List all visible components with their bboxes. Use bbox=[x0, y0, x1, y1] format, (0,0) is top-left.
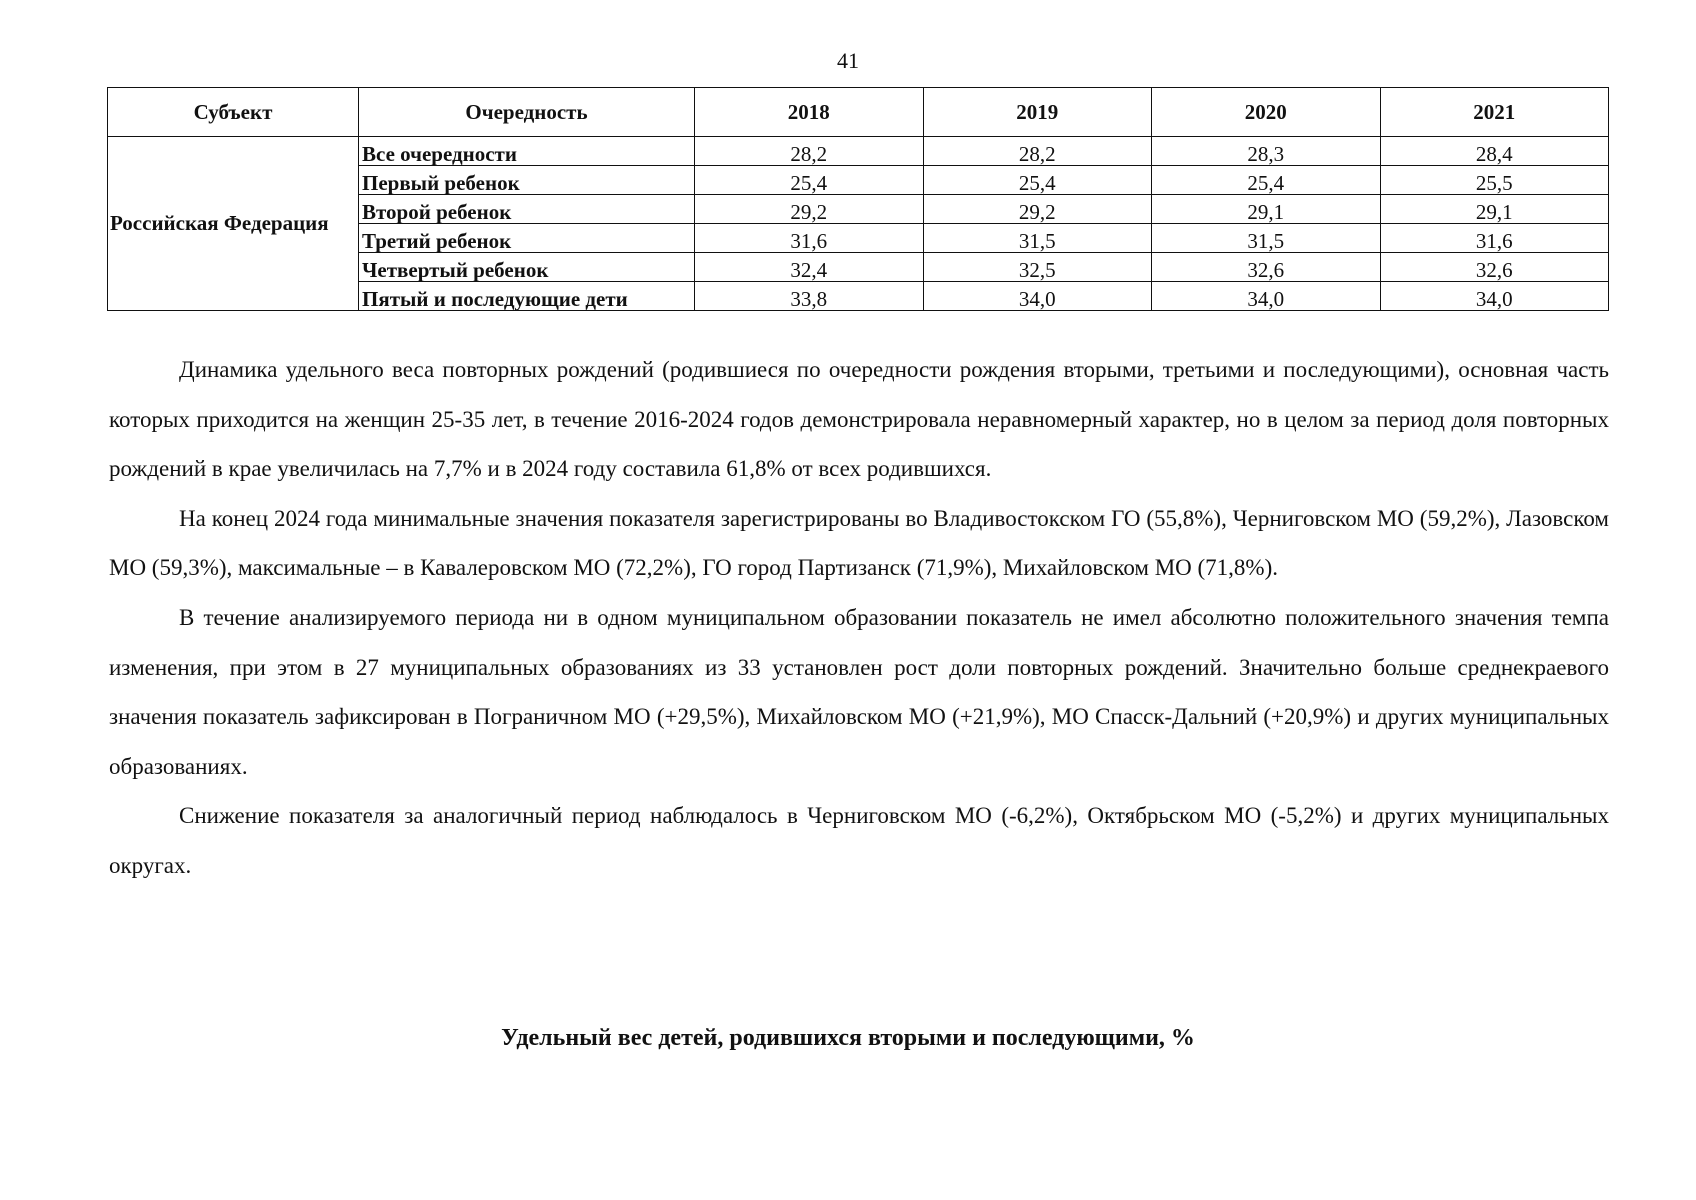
value-cell: 34,0 bbox=[1380, 282, 1609, 311]
value-cell: 29,2 bbox=[923, 195, 1152, 224]
value-cell: 25,4 bbox=[1152, 166, 1381, 195]
header-subject: Субъект bbox=[108, 88, 359, 137]
value-cell: 28,4 bbox=[1380, 137, 1609, 166]
paragraph: Снижение показателя за аналогичный период наблюдалось в Черниговском МО (-6,2%), Октябрьском МО (-5,2%) и других муниципальных округах. bbox=[109, 803, 1609, 878]
value-cell: 28,2 bbox=[695, 137, 924, 166]
value-cell: 29,1 bbox=[1152, 195, 1381, 224]
table-row bbox=[108, 137, 1609, 166]
value-cell: 29,1 bbox=[1380, 195, 1609, 224]
value-cell: 25,4 bbox=[695, 166, 924, 195]
header-2018: 2018 bbox=[695, 88, 924, 137]
value-cell: 29,2 bbox=[695, 195, 924, 224]
order-cell: Второй ребенок bbox=[359, 195, 695, 224]
paragraph: Динамика удельного веса повторных рождений (родившиеся по очередности рождения вторыми, третьими и последующими), основная часть которых приходится на женщин 25-35 лет, в течение 2016-2024 годов демонстрировала неравномерный характер, но в целом за период доля повторных рождений в крае увеличилась на 7,7% и в 2024 году составила 61,8% от всех родившихся. bbox=[109, 357, 1609, 482]
value-cell: 31,5 bbox=[923, 224, 1152, 253]
order-cell: Третий ребенок bbox=[359, 224, 695, 253]
value-cell: 28,3 bbox=[1152, 137, 1381, 166]
value-cell: 33,8 bbox=[695, 282, 924, 311]
value-cell: 31,5 bbox=[1152, 224, 1381, 253]
section-title: Удельный вес детей, родившихся вторыми и последующими, % bbox=[501, 1025, 1195, 1051]
order-cell: Первый ребенок bbox=[359, 166, 695, 195]
paragraph: На конец 2024 года минимальные значения показателя зарегистрированы во Владивостокском ГО (55,8%), Черниговском МО (59,2%), Лазовском МО (59,3%), максимальные – в Кавалеровском МО (72,2%), ГО город Партизанск (71,9%), Михайловском МО (71,8%). bbox=[109, 505, 1609, 581]
table-header-row bbox=[108, 88, 1609, 137]
header-2020: 2020 bbox=[1152, 88, 1381, 137]
header-order: Очередность bbox=[359, 88, 695, 137]
value-cell: 32,6 bbox=[1152, 253, 1381, 282]
value-cell: 34,0 bbox=[923, 282, 1152, 311]
subject-cell: Российская Федерация bbox=[108, 137, 359, 311]
value-cell: 34,0 bbox=[1152, 282, 1381, 311]
value-cell: 25,5 bbox=[1380, 166, 1609, 195]
value-cell: 32,6 bbox=[1380, 253, 1609, 282]
paragraph: В течение анализируемого периода ни в одном муниципальном образовании показатель не имел абсолютно положительного значения темпа изменения, при этом в 27 муниципальных образованиях из 33 установлен рост доли повторных рождений. Значительно больше среднекраевого значения показатель зафиксирован в Пограничном МО (+29,5%), Михайловском МО (+21,9%), МО Спасск-Дальний (+20,9%) и других муниципальных образованиях. bbox=[109, 604, 1609, 779]
birth-order-table bbox=[107, 87, 1609, 311]
value-cell: 31,6 bbox=[1380, 224, 1609, 253]
value-cell: 32,5 bbox=[923, 253, 1152, 282]
value-cell: 28,2 bbox=[923, 137, 1152, 166]
order-cell: Пятый и последующие дети bbox=[359, 282, 695, 311]
order-cell: Четвертый ребенок bbox=[359, 253, 695, 282]
page-number: 41 bbox=[837, 48, 859, 73]
header-2021: 2021 bbox=[1380, 88, 1609, 137]
value-cell: 25,4 bbox=[923, 166, 1152, 195]
body-text bbox=[109, 345, 1609, 891]
value-cell: 32,4 bbox=[695, 253, 924, 282]
value-cell: 31,6 bbox=[695, 224, 924, 253]
header-2019: 2019 bbox=[923, 88, 1152, 137]
order-cell: Все очередности bbox=[359, 137, 695, 166]
